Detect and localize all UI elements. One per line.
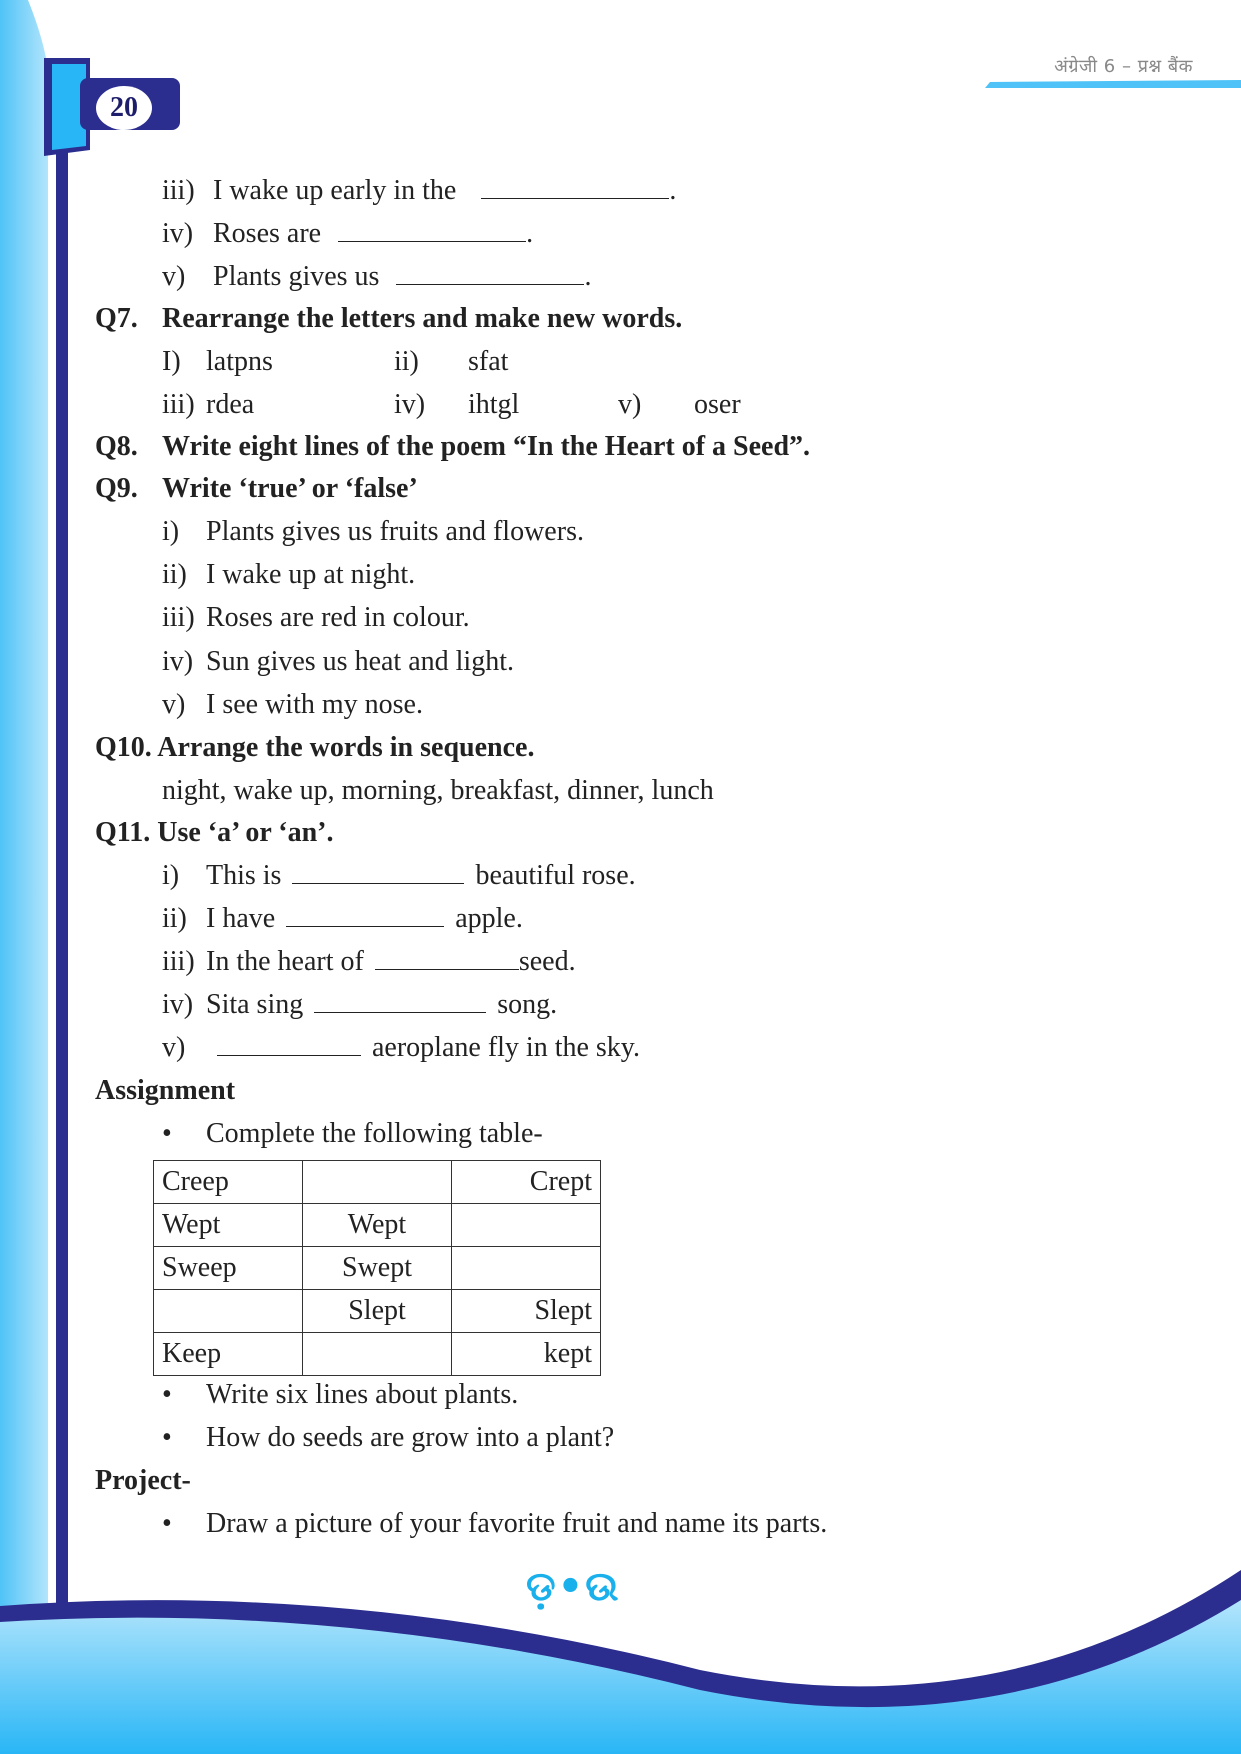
header-title: अंग्रेजी 6 – प्रश्न बैंक — [1054, 56, 1193, 77]
table-row — [154, 1333, 601, 1376]
question-q10: Q10. Arrange the words in sequence. — [95, 732, 535, 763]
question-q7: Q7. Rearrange the letters and make new words. — [95, 303, 683, 334]
table-cell: Creep — [154, 1161, 303, 1204]
bullet-icon: • — [162, 1508, 172, 1539]
project-heading: Project- — [95, 1465, 191, 1496]
table-cell: Slept — [303, 1290, 452, 1333]
table-cell[interactable] — [452, 1247, 601, 1290]
table-row — [154, 1204, 601, 1247]
table-cell[interactable] — [303, 1161, 452, 1204]
table-row — [154, 1161, 601, 1204]
page-number: 20 — [96, 86, 152, 130]
list-item: ii) sfat — [394, 346, 509, 377]
answer-blank[interactable] — [396, 260, 584, 285]
table-cell: Keep — [154, 1333, 303, 1376]
answer-blank[interactable] — [314, 988, 486, 1013]
bullet-item: • Complete the following table- — [162, 1118, 543, 1149]
table-cell: Swept — [303, 1247, 452, 1290]
list-item: iii) rdea — [162, 389, 255, 420]
table-cell: Crept — [452, 1161, 601, 1204]
table-row — [154, 1290, 601, 1333]
verb-table — [153, 1160, 601, 1376]
list-item: iii) Roses are red in colour. — [162, 602, 470, 633]
list-item: i) Plants gives us fruits and flowers. — [162, 516, 584, 547]
bullet-item: • Write six lines about plants. — [162, 1379, 519, 1410]
word-sequence: night, wake up, morning, breakfast, dinner, lunch — [162, 775, 714, 806]
list-item: ii) I have apple. — [162, 903, 523, 934]
answer-blank[interactable] — [375, 945, 519, 970]
table-cell: Wept — [303, 1204, 452, 1247]
bullet-icon: • — [162, 1422, 172, 1453]
question-q9: Q9. Write ‘true’ or ‘false’ — [95, 473, 418, 504]
question-q11: Q11. Use ‘a’ or ‘an’. — [95, 817, 334, 848]
table-cell[interactable] — [452, 1204, 601, 1247]
assignment-heading: Assignment — [95, 1075, 236, 1106]
answer-blank[interactable] — [292, 859, 464, 884]
footer-logo: ଡ଼•ଉ — [526, 1564, 621, 1610]
list-item: iv) Roses are . — [162, 218, 534, 249]
list-item: iv) ihtgl — [394, 389, 520, 420]
question-q8: Q8. Write eight lines of the poem “In the Heart of a Seed”. — [95, 431, 811, 462]
list-item: iv) Sita sing song. — [162, 989, 558, 1020]
list-item: iii) I wake up early in the . — [162, 175, 677, 206]
answer-blank[interactable] — [217, 1031, 361, 1056]
table-cell[interactable] — [303, 1333, 452, 1376]
list-item: ii) I wake up at night. — [162, 559, 416, 590]
bullet-icon: • — [162, 1379, 172, 1410]
table-cell[interactable] — [154, 1290, 303, 1333]
list-item: v) Plants gives us . — [162, 261, 592, 292]
bullet-icon: • — [162, 1118, 172, 1149]
table-row — [154, 1247, 601, 1290]
list-item: v) I see with my nose. — [162, 689, 423, 720]
table-cell: Sweep — [154, 1247, 303, 1290]
answer-blank[interactable] — [481, 174, 669, 199]
list-item: v) aeroplane fly in the sky. — [162, 1032, 640, 1063]
list-item: I) latpns — [162, 346, 273, 377]
list-item: i) This is beautiful rose. — [162, 860, 636, 891]
list-item: v) oser — [618, 389, 741, 420]
answer-blank[interactable] — [286, 902, 444, 927]
table-cell: Wept — [154, 1204, 303, 1247]
bullet-item: • How do seeds are grow into a plant? — [162, 1422, 615, 1453]
list-item: iv) Sun gives us heat and light. — [162, 646, 514, 677]
table-cell: Slept — [452, 1290, 601, 1333]
list-item: iii) In the heart of seed. — [162, 946, 576, 977]
bullet-item: • Draw a picture of your favorite fruit and name its parts. — [162, 1508, 828, 1539]
answer-blank[interactable] — [338, 217, 526, 242]
table-cell: kept — [452, 1333, 601, 1376]
